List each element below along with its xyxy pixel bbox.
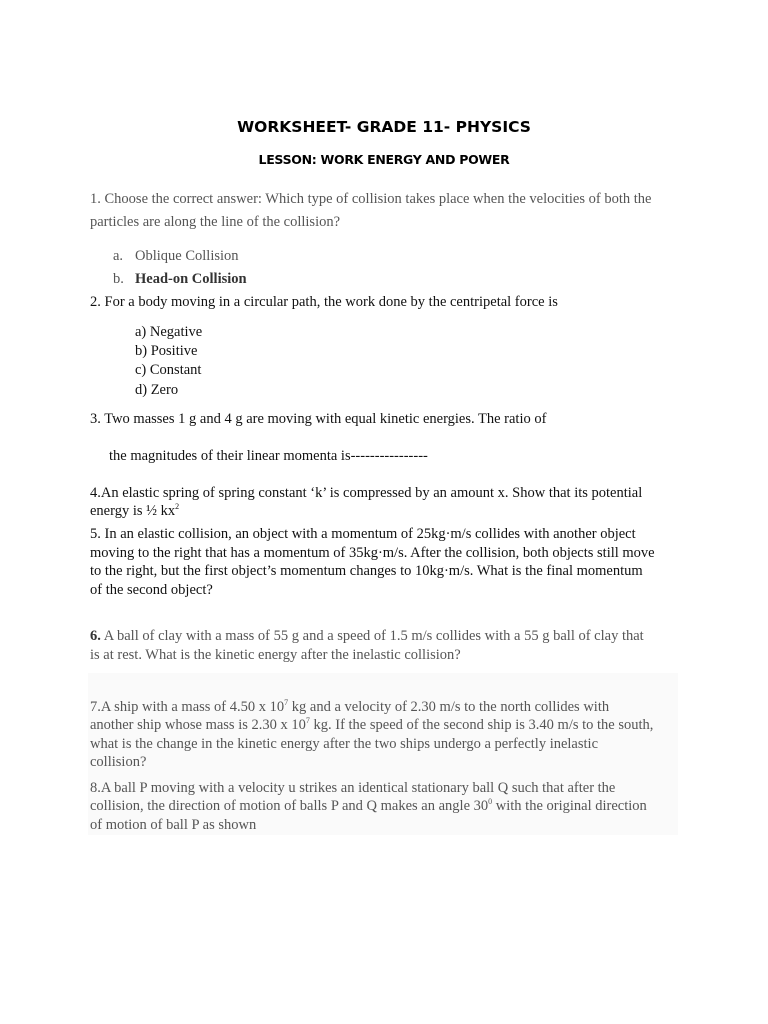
- question-6-number: 6.: [90, 628, 101, 644]
- question-5: [90, 525, 680, 599]
- text: with the original direction: [492, 798, 647, 815]
- question-6-line-1: [90, 627, 680, 646]
- question-4-text: energy is ½ kx: [90, 503, 176, 519]
- option-letter: a.: [113, 248, 124, 264]
- superscript: 7: [284, 698, 289, 707]
- question-6: [90, 627, 680, 665]
- question-6-text: A ball of clay with a mass of 55 g and a speed of 1.5 m/s collides with a 55 g ball of clay that: [100, 628, 644, 644]
- option-text: Oblique Collision: [135, 248, 239, 264]
- question-3-line-2: the magnitudes of their linear momenta is----------------: [109, 448, 428, 464]
- question-1: [90, 188, 680, 234]
- text: kg. If the speed of the second ship is 3.40 m/s to the south,: [309, 717, 654, 734]
- question-2-option-a: a) Negative: [135, 324, 203, 340]
- question-5-line-2: moving to the right that has a momentum of 35kg·m/s. After the collision, both objects still move: [90, 544, 655, 561]
- question-7-line-4: collision?: [90, 753, 147, 770]
- question-8: [90, 779, 680, 834]
- question-7-line-2: [90, 716, 680, 734]
- text: 7.A ship with a mass of 4.50 x 10: [90, 699, 285, 715]
- question-2-option-d: d) Zero: [135, 382, 179, 398]
- question-8-line-1: 8.A ball P moving with a velocity u strikes an identical stationary ball Q such that after the: [90, 780, 616, 796]
- question-4-line-2: [90, 502, 680, 520]
- superscript: 2: [175, 502, 180, 511]
- question-7-line-1: [90, 698, 680, 716]
- question-7-line-3: what is the change in the kinetic energy after the two ships undergo a perfectly inelastic: [90, 735, 599, 752]
- question-8-line-3: of motion of ball P as shown: [90, 816, 257, 833]
- question-3-line-1: 3. Two masses 1 g and 4 g are moving with equal kinetic energies. The ratio of: [90, 411, 547, 427]
- superscript: 7: [305, 716, 310, 726]
- text: another ship whose mass is 2.30 x 10: [90, 717, 306, 734]
- question-5-line-4: of the second object?: [90, 581, 213, 598]
- option-letter: b.: [113, 271, 124, 287]
- question-5-line-3: to the right, but the first object’s momentum changes to 10kg·m/s. What is the final momentum: [90, 563, 643, 580]
- text: collision, the direction of motion of balls P and Q makes an angle 30: [90, 798, 489, 815]
- question-4: [90, 484, 680, 520]
- question-1-line-1: 1. Choose the correct answer: Which type of collision takes place when the velocities of both the: [90, 191, 652, 207]
- superscript: 0: [488, 797, 493, 807]
- question-2-option-c: c) Constant: [135, 362, 202, 378]
- question-5-line-1: 5. In an elastic collision, an object with a momentum of 25kg·m/s collides with another object: [90, 526, 636, 542]
- question-2-option-b: b) Positive: [135, 343, 198, 359]
- question-7: [90, 698, 680, 771]
- question-8-line-2: [90, 797, 680, 815]
- lesson-subtitle: LESSON: WORK ENERGY AND POWER: [258, 152, 510, 167]
- question-4-line-1: 4.An elastic spring of spring constant ‘k’ is compressed by an amount x. Show that its potential: [90, 485, 643, 501]
- worksheet-title: WORKSHEET- GRADE 11- PHYSICS: [237, 118, 531, 136]
- option-text: Head-on Collision: [135, 271, 247, 287]
- question-6-line-2: is at rest. What is the kinetic energy after the inelastic collision?: [90, 647, 461, 663]
- text: kg and a velocity of 2.30 m/s to the north collides with: [288, 699, 610, 715]
- question-2: 2. For a body moving in a circular path, the work done by the centripetal force is: [90, 294, 558, 310]
- question-1-line-2: particles are along the line of the collision?: [90, 214, 341, 230]
